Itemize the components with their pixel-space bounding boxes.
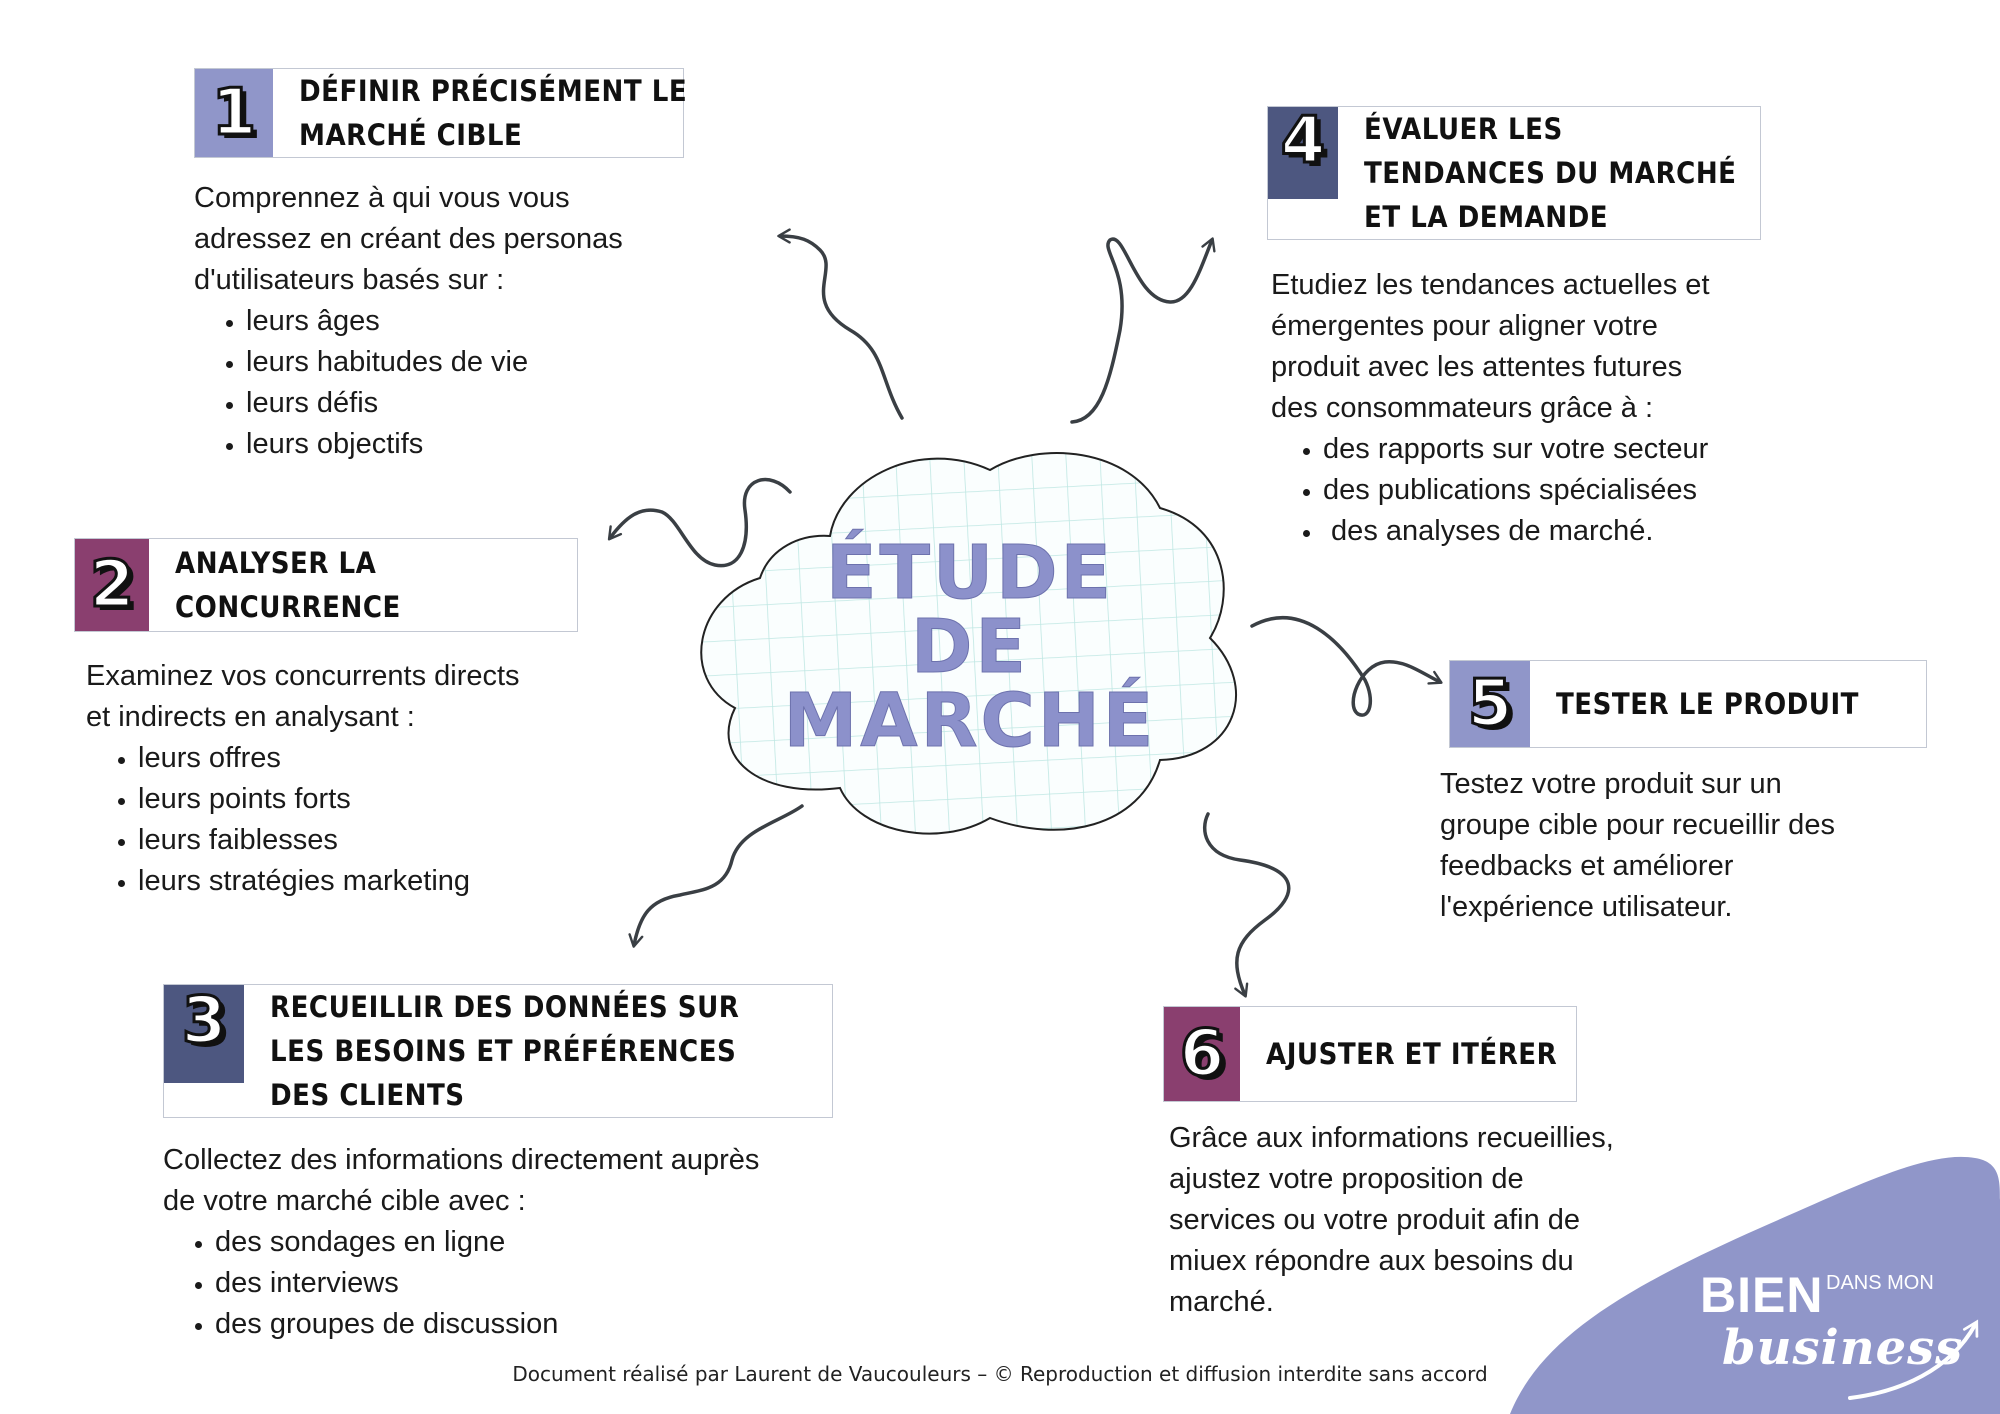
step-6-header <box>1163 1006 1577 1102</box>
step-4-header <box>1267 106 1761 240</box>
list-item: • des groupes de discussion <box>215 1304 863 1345</box>
step-6-number: 6 <box>1179 1017 1225 1091</box>
step-3-header <box>163 984 833 1118</box>
step-3-number: 3 <box>181 984 227 1058</box>
step-1-header <box>194 68 688 158</box>
list-item: • leurs habitudes de vie <box>246 342 754 383</box>
center-title-line-3: MARCHÉ <box>783 678 1157 764</box>
step-4-title: ÉVALUER LES TENDANCES DU MARCHÉ ET LA DEMANDE <box>1364 112 1737 234</box>
step-5-number: 5 <box>1467 667 1513 741</box>
step-4-description: Etudiez les tendances actuelles et émergentes pour aligner votre produit avec les attentes futures des consommateurs grâce à : • des rapports sur votre secteur • des publications spécialisées • des analyses de marché. <box>1271 265 1831 552</box>
list-item: • des rapports sur votre secteur <box>1323 429 1831 470</box>
step-3-title: RECUEILLIR DES DONNÉES SUR LES BESOINS ET PRÉFÉRENCES DES CLIENTS <box>270 990 740 1112</box>
list-item: • leurs offres <box>138 738 646 779</box>
step-4-number: 4 <box>1280 104 1326 178</box>
step-6-description: Grâce aux informations recueillies, ajustez votre proposition de services ou votre produit afin de miuex répondre aux besoins du marché. <box>1169 1122 1614 1318</box>
step-2-bullet-list <box>86 738 646 902</box>
center-title-line-1: ÉTUDE <box>825 530 1115 616</box>
step-1-title: DÉFINIR PRÉCISÉMENT LE MARCHÉ CIBLE <box>299 74 688 152</box>
step-1-number: 1 <box>211 76 257 150</box>
step-2-description: Examinez vos concurrents directs et indirects en analysant : • leurs offres • leurs points forts • leurs faiblesses • leurs stratégies marketing <box>86 656 646 902</box>
list-item: • leurs objectifs <box>246 424 754 465</box>
list-item: • leurs âges <box>246 301 754 342</box>
logo-word-dans-mon: DANS MON <box>1826 1272 1934 1294</box>
step-3-number-badge <box>164 985 244 1083</box>
step-5-header <box>1449 660 1927 748</box>
step-2-number-badge <box>75 539 149 631</box>
center-title-line-2: DE <box>911 604 1029 690</box>
list-item: • leurs points forts <box>138 779 646 820</box>
step-1-bullet-list <box>194 301 754 465</box>
logo-word-business: business <box>1722 1320 1964 1376</box>
list-item: • leurs stratégies marketing <box>138 861 646 902</box>
step-1-number-badge <box>195 69 273 157</box>
step-5-number-badge <box>1450 661 1530 747</box>
logo-word-bien: BIEN <box>1700 1267 1824 1323</box>
step-4-bullet-list <box>1271 429 1831 552</box>
list-item: • des interviews <box>215 1263 863 1304</box>
step-2-header <box>74 538 578 632</box>
arrow-to-step-5 <box>1252 618 1440 715</box>
arrow-to-step-4 <box>1072 239 1212 422</box>
step-6-number-badge <box>1164 1007 1240 1101</box>
step-5-description: Testez votre produit sur un groupe cible pour recueillir des feedbacks et améliorer l'expérience utilisateur. <box>1440 768 1835 923</box>
step-3-bullet-list <box>163 1222 863 1345</box>
footer-copyright: Document réalisé par Laurent de Vaucouleurs – © Reproduction et diffusion interdite sans accord <box>512 1362 1488 1386</box>
step-1-description: Comprennez à qui vous vous adressez en créant des personas d'utilisateurs basés sur : • leurs âges • leurs habitudes de vie • leurs défis • leurs objectifs <box>194 178 754 465</box>
list-item: • leurs défis <box>246 383 754 424</box>
list-item: • des sondages en ligne <box>215 1222 863 1263</box>
list-item: • leurs faiblesses <box>138 820 646 861</box>
central-cloud <box>690 438 1250 844</box>
list-item: • des publications spécialisées <box>1323 470 1831 511</box>
list-item: • des analyses de marché. <box>1323 511 1831 552</box>
arrow-to-step-1 <box>780 236 902 418</box>
step-2-number: 2 <box>89 548 135 622</box>
step-4-number-badge <box>1268 104 1338 199</box>
step-6-title: AJUSTER ET ITÉRER <box>1266 1037 1558 1071</box>
step-3-description: Collectez des informations directement auprès de votre marché cible avec : • des sondages en ligne • des interviews • des groupes de discussion <box>163 1140 863 1345</box>
step-5-title: TESTER LE PRODUIT <box>1556 687 1859 721</box>
step-2-title: ANALYSER LA CONCURRENCE <box>175 546 401 624</box>
